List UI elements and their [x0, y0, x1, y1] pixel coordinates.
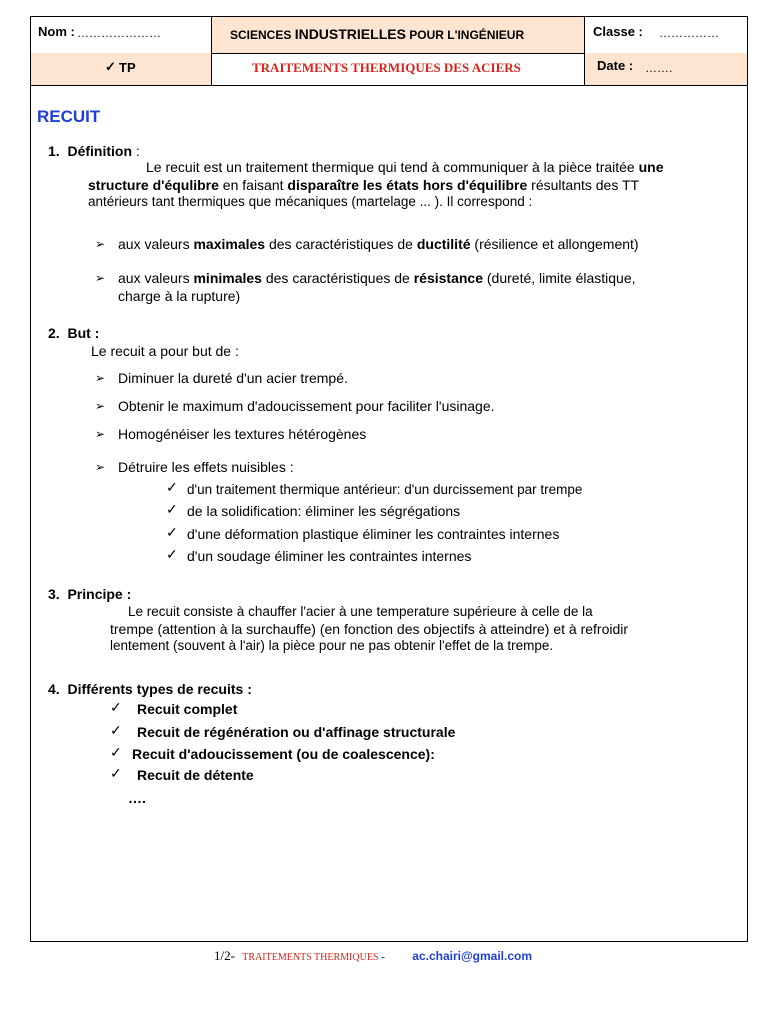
but-intro: Le recuit a pour but de :	[91, 343, 239, 359]
types-ellipsis: ….	[128, 790, 146, 806]
nom-cell	[30, 16, 212, 54]
check-icon: ✓	[110, 699, 122, 715]
principe-line-3: lentement (souvent à l'air) la pièce pour ne pas obtenir l'effet de la trempe.	[110, 638, 554, 653]
definition-line-3: antérieurs tant thermiques que mécaniques (martelage ... ). Il correspond :	[88, 194, 533, 209]
definition-bullet-1: aux valeurs maximales des caractéristiques de ductilité (résilience et allongement)	[118, 236, 639, 252]
tp-check-icon: ✓	[105, 59, 116, 74]
check-icon: ✓	[166, 546, 178, 562]
title-cell	[211, 53, 585, 86]
definition-bullet-2-cont: charge à la rupture)	[118, 288, 241, 304]
footer-title: TRAITEMENTS THERMIQUES	[242, 952, 379, 963]
classe-dots: ……………	[659, 26, 719, 40]
date-dots: …….	[645, 61, 673, 75]
section-heading: RECUIT	[37, 107, 101, 126]
check-icon: ✓	[110, 722, 122, 738]
tp-cell	[30, 53, 212, 86]
principe-title: 3. Principe :	[48, 586, 132, 602]
arrow-bullet-icon: ➢	[95, 399, 106, 413]
but-item: Homogénéiser les textures hétérogènes	[118, 426, 367, 442]
nom-label: Nom :	[38, 24, 75, 39]
arrow-bullet-icon: ➢	[95, 460, 106, 474]
subject-cell	[211, 16, 585, 54]
but-item: Détruire les effets nuisibles :	[118, 459, 294, 475]
footer-email[interactable]: ac.chairi@gmail.com	[412, 949, 533, 963]
definition-line-1: Le recuit est un traitement thermique qui tend à communiquer à la pièce traitée une	[146, 159, 664, 175]
definition-title	[48, 143, 140, 160]
definition-title-text: Définition	[67, 143, 133, 159]
check-icon: ✓	[166, 479, 178, 495]
check-icon: ✓	[110, 744, 122, 760]
footer-dash: -	[378, 951, 385, 963]
but-subitem: de la solidification: éliminer les ségrégations	[187, 503, 461, 519]
classe-cell	[584, 16, 748, 54]
nom-dots: …………………	[77, 26, 161, 40]
types-item: Recuit de régénération ou d'affinage structurale	[137, 724, 456, 740]
date-label: Date :	[597, 58, 634, 73]
arrow-bullet-icon: ➢	[95, 237, 106, 251]
arrow-bullet-icon: ➢	[95, 427, 106, 441]
but-item: Obtenir le maximum d'adoucissement pour faciliter l'usinage.	[118, 398, 495, 414]
but-title: 2. But :	[48, 325, 100, 341]
subject-suffix: POUR L'INGÉNIEUR	[405, 28, 525, 42]
classe-label: Classe :	[593, 24, 643, 39]
check-icon: ✓	[166, 524, 178, 540]
arrow-bullet-icon: ➢	[95, 271, 106, 285]
types-item: Recuit complet	[137, 701, 238, 717]
principe-line-2: trempe (attention à la surchauffe) (en fonction des objectifs à atteindre) et à refroidir	[110, 621, 629, 637]
check-icon: ✓	[110, 765, 122, 781]
subject-main: INDUSTRIELLES	[294, 26, 406, 42]
but-subitem: d'un traitement thermique antérieur: d'un durcissement par trempe	[187, 482, 583, 497]
but-item: Diminuer la dureté d'un acier trempé.	[118, 370, 348, 386]
tp-label: TP	[119, 60, 136, 75]
footer-page: 1/2-	[214, 948, 235, 963]
subject-label	[230, 26, 524, 42]
definition-bullet-2: aux valeurs minimales des caractéristiques de résistance (dureté, limite élastique,	[118, 270, 636, 286]
types-item: Recuit de détente	[137, 767, 254, 783]
definition-line-2: structure d'équlibre en faisant disparaître les états hors d'équilibre résultants des TT	[88, 177, 640, 193]
but-subitem: d'un soudage éliminer les contraintes internes	[187, 548, 472, 564]
principe-line-1: Le recuit consiste à chauffer l'acier à une temperature supérieure à celle de la	[128, 604, 593, 619]
definition-num: 1.	[48, 143, 60, 159]
check-icon: ✓	[166, 501, 178, 517]
but-subitem: d'une déformation plastique éliminer les contraintes internes	[187, 526, 560, 542]
types-item: Recuit d'adoucissement (ou de coalescence):	[132, 746, 435, 762]
types-title: 4. Différents types de recuits :	[48, 681, 252, 697]
subject-prefix: SCIENCES	[230, 28, 295, 42]
footer	[214, 948, 532, 964]
arrow-bullet-icon: ➢	[95, 371, 106, 385]
date-cell	[584, 53, 748, 86]
definition-colon: :	[132, 143, 140, 159]
doc-title: TRAITEMENTS THERMIQUES DES ACIERS	[252, 60, 521, 75]
